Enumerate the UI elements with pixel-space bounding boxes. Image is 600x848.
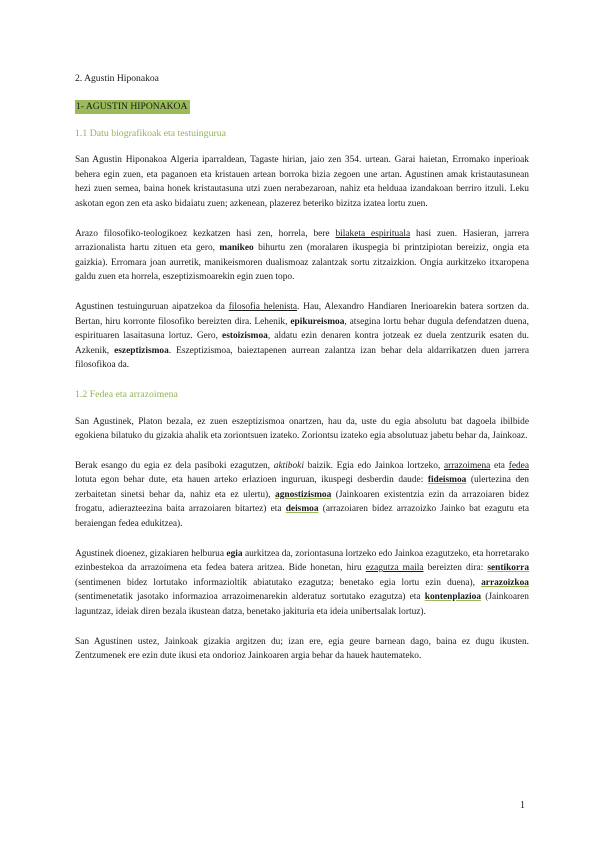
text-run: San Agustinen ustez, Jainkoak gizakia argitzen du; izan ere, egia geure barnean dago, baina ez dugu ikusten. Zentzumenek ere ezin dute ikusi eta ondorioz Jainkoaren argia behar da hauek hautemateko.: [75, 636, 529, 662]
text-run: . Hau, Alexandro Handiaren Inerioarekin batera sortzen da. Bertan, hiru korronte filosofiko bereizten dira. Lehenik,: [75, 301, 529, 327]
underlined-term: arrazoimena: [443, 460, 491, 471]
paragraph: [75, 635, 529, 664]
underlined-term: fedea: [508, 460, 529, 471]
bold-term: estoizismoa: [222, 331, 268, 342]
text-run: baizik. Egia edo Jainkoa lortzeko,: [303, 460, 444, 471]
chapter-heading-row: [75, 100, 529, 127]
sections-container: [75, 127, 529, 664]
chapter-heading: 1- AGUSTIN HIPONAKOA: [75, 100, 190, 114]
bold-term: epikureismoa: [290, 316, 345, 327]
paragraph: [75, 227, 529, 285]
bold-underlined-term: kontenplazioa: [424, 592, 482, 603]
underlined-term: filosofia helenista: [228, 301, 298, 312]
bold-underlined-term: agnostizismoa: [275, 489, 332, 500]
text-run: San Agustin Hiponakoa Algeria iparraldean, Tagaste hirian, jaio zen 354. urtean. Garai haietan, Erromako inperioak behera egin zuen, eta paganoen eta kristauen artean borroka bizia zegoen une artan. Agustinen amak kristautasunean hezi zuen semea, baina honek kristautasuna utzi zuen nerabezaroan, nahiz eta helduaa izandakoan berriro itzuli. Leku askotan egon zen eta asko bidaiatu zuen; azkenean, plazerez beteriko bizitza izatea lortu zuen.: [75, 155, 529, 209]
text-run: bereizten dira:: [423, 563, 488, 574]
text-run: (sentimenetatik jasotako informazioa arrazoimenarekin alderatuz sortutako ezagutza) eta: [75, 592, 425, 603]
bold-term: egia: [226, 548, 243, 559]
text-run: (Jainkoaren laguntzaz, ideiak diren bezala ikustean datza, benetako jakituria eta ideia unibertsalak lortuz).: [75, 592, 529, 618]
text-run: . Eszeptizismoa, baieztapenen aurrean zalantza izan behar dela aldarrikatzen duen jarrera filosofikoa da.: [75, 345, 529, 371]
paragraph: [75, 300, 529, 373]
paragraph: [75, 415, 529, 444]
text-run: bihurtu zen (moralaren ikuspegia bi printzipiotan bereiziz, ongia eta gaizkia). Erromara joan aurretik, manikeismoren dualismoaz zalantzak sortu zitzaizkion. Ongia aurkitzeko itxaropena galdu zuen eta horrela, eszeptizismoarekin egin zuen topo.: [75, 243, 529, 283]
text-run: Berak esango du egia ez dela pasiboki ezagutzen,: [75, 460, 274, 471]
text-run: (arrazoiaren bidez arrazoizko Jainko bat ezagutu eta beraiengan fedea edukitzea).: [75, 504, 529, 530]
text-run: , aldatu ezin denaren kontra jotzeak ez duela zentzurik esaten du. Azkenik,: [75, 331, 529, 356]
paragraph: [75, 153, 529, 211]
text-run: hasi zuen. Hasieran, jarrera arrazionalista hartu zituen eta gero,: [75, 228, 529, 254]
text-run: lotuta egon behar dute, eta hauen arteko erlazioen inguruan, ikuspegi desberdin daude:: [75, 475, 428, 486]
page-number: 1: [520, 800, 525, 811]
bold-term: manikeo: [219, 243, 254, 254]
bold-term: eszeptizismoa: [114, 345, 169, 356]
section-heading: 1.1 Datu biografikoak eta testuingurua: [75, 127, 226, 139]
bold-underlined-term: fideismoa: [427, 475, 467, 486]
page-content: [75, 72, 529, 679]
text-run: (Jainkoaren existentzia ezin da arrazoiaren bidez frogatu, adierazteezina baita arrazoiaren bitartez) eta: [75, 489, 529, 515]
text-run: (ulertezina den zerbaitetan sinetsi behar da, nahiz eta ez ulertu),: [75, 475, 529, 500]
paragraph: [75, 547, 529, 620]
section-heading: 1.2 Fedea eta arrazoimena: [75, 388, 178, 400]
underlined-term: ezagutza maila: [365, 563, 424, 574]
text-run: San Agustinek, Platon bezala, ez zuen eszeptizismoa onartzen, hau da, uste du egia absolutu bat dagoela ibilbide egokiena bilatuko du gizakia ahalik eta zoriontsuen izateko. Zoriontsu izateko egia absolutuaz jabetu behar da, Jainkoaz.: [75, 416, 529, 442]
text-run: eta: [490, 460, 509, 471]
bold-underlined-term: arrazoizkoa: [481, 577, 529, 588]
paragraph: [75, 459, 529, 532]
italic-term: aktiboki: [273, 460, 304, 471]
bold-underlined-term: deismoa: [285, 504, 319, 515]
text-run: Agustinek dioenez, gizakiaren helburua: [75, 548, 227, 559]
text-run: (sentimenen bidez lortutako informazioltik abiatutako ezagutza; benetako egia lortu ezin duena),: [75, 577, 482, 588]
text-run: Agustinen testuinguruan aipatzekoa da: [75, 301, 229, 312]
text-run: aurkitzea da, zoriontasuna lortzeko edo Jainkoa ezagutzeko, eta horretarako ezinbestekoa da arrazoimena eta fedea batera aritzea. Bide honetan, hiru: [75, 548, 530, 574]
underlined-term: bilaketa espirituala: [335, 228, 411, 239]
text-run: Arazo filosofiko-teologikoez kezkatzen hasi zen, horrela, bere: [75, 228, 336, 239]
bold-underlined-term: sentikorra: [487, 563, 530, 574]
document-title: 2. Agustin Hiponakoa: [75, 73, 159, 84]
text-run: , atsegina lortu behar dugula defendatzen duena, espirituaren lasaitasuna lortuz. Gero,: [75, 316, 529, 342]
